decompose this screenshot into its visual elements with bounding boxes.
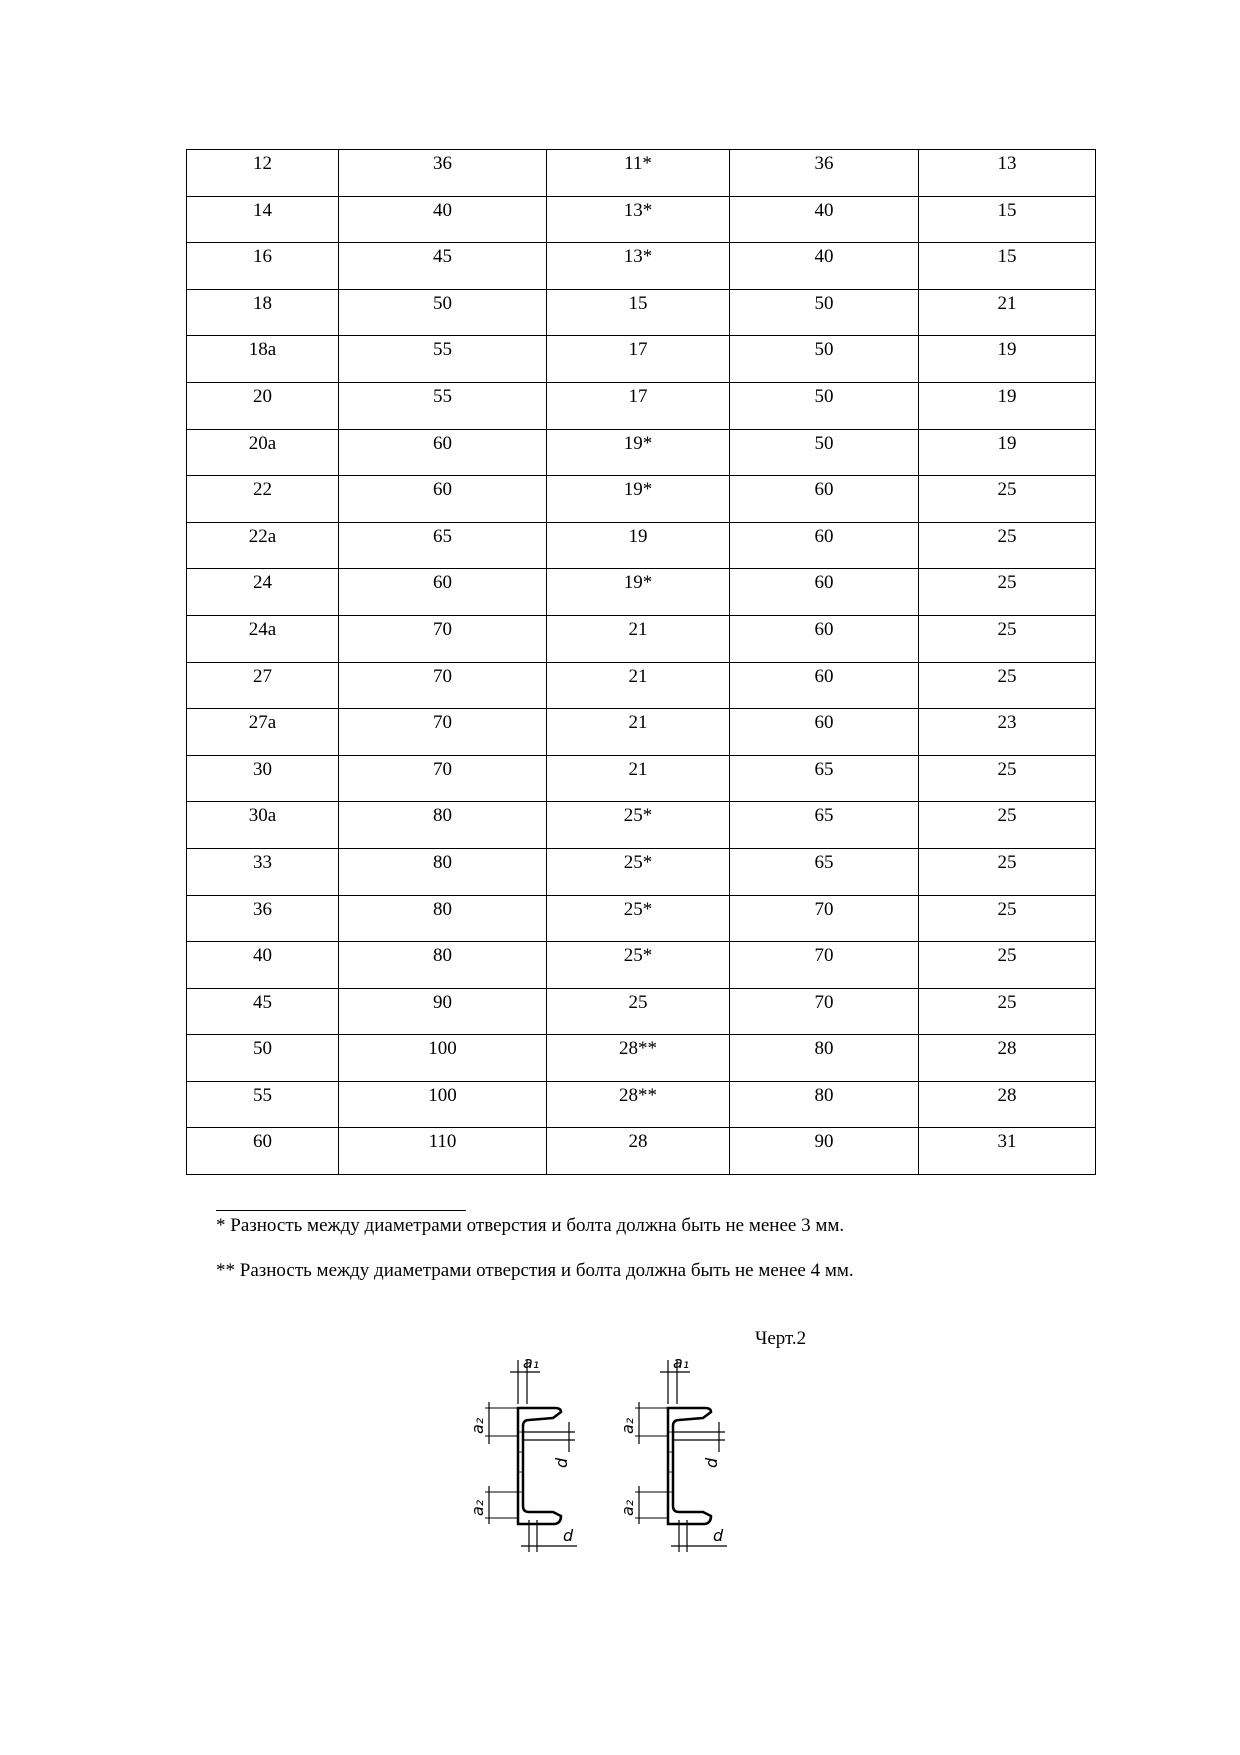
cell-value: 21	[628, 618, 648, 640]
table-cell	[730, 662, 919, 709]
table-cell	[339, 1128, 547, 1175]
table-row	[187, 1081, 1096, 1128]
cell-value: 13*	[623, 246, 653, 268]
cell-value: 65	[433, 525, 452, 547]
table-cell	[187, 196, 339, 243]
label-a1-right: a₁	[673, 1353, 690, 1372]
cell-value: 25	[997, 991, 1017, 1013]
table-row	[187, 662, 1096, 709]
cell-value: 25	[997, 898, 1017, 920]
table-cell	[339, 289, 547, 336]
table-cell	[547, 429, 730, 476]
cell-value: 15	[628, 292, 648, 314]
cell-value: 40	[814, 199, 834, 221]
footnote-separator	[216, 1210, 466, 1211]
cell-value: 80	[433, 945, 452, 967]
cell-value: 60	[433, 432, 452, 454]
table-row	[187, 988, 1096, 1035]
table-cell	[919, 150, 1096, 197]
table-row	[187, 1128, 1096, 1175]
table-cell	[919, 662, 1096, 709]
table-cell	[730, 243, 919, 290]
cell-value: 24а	[248, 618, 277, 640]
cell-value: 50	[433, 292, 452, 314]
table-cell	[547, 243, 730, 290]
cell-value: 65	[814, 805, 834, 827]
cell-value: 80	[814, 1038, 834, 1060]
table-row	[187, 895, 1096, 942]
table-cell	[730, 709, 919, 756]
cell-value: 30а	[248, 805, 277, 827]
cell-value: 21	[628, 758, 648, 780]
cell-value: 19*	[623, 572, 653, 594]
table-row	[187, 942, 1096, 989]
table-cell	[547, 615, 730, 662]
table-cell	[187, 289, 339, 336]
cell-value: 25*	[623, 945, 653, 967]
table-cell	[547, 1128, 730, 1175]
table-row	[187, 802, 1096, 849]
table-cell	[187, 709, 339, 756]
label-a2-left-top: a₂	[468, 1417, 487, 1434]
table-cell	[547, 150, 730, 197]
cell-value: 90	[814, 1131, 834, 1153]
table-cell	[187, 336, 339, 383]
table-row	[187, 755, 1096, 802]
cell-value: 24	[253, 572, 272, 594]
table-cell	[547, 476, 730, 523]
table-cell	[730, 755, 919, 802]
table-cell	[187, 1081, 339, 1128]
cell-value: 17	[628, 385, 648, 407]
cell-value: 25	[997, 945, 1017, 967]
table-cell	[730, 802, 919, 849]
table-row	[187, 196, 1096, 243]
table-row	[187, 848, 1096, 895]
table-cell	[730, 336, 919, 383]
cell-value: 50	[814, 385, 834, 407]
table-cell	[730, 569, 919, 616]
cell-value: 80	[433, 851, 452, 873]
cell-value: 45	[433, 246, 452, 268]
dimensions-table	[186, 149, 1096, 1175]
cell-value: 50	[814, 432, 834, 454]
table-cell	[547, 1081, 730, 1128]
table-cell	[339, 895, 547, 942]
cell-value: 19	[997, 385, 1017, 407]
table-cell	[547, 942, 730, 989]
table-cell	[187, 569, 339, 616]
table-cell	[730, 988, 919, 1035]
table-cell	[919, 709, 1096, 756]
cell-value: 60	[814, 525, 834, 547]
table-cell	[187, 662, 339, 709]
table-row	[187, 336, 1096, 383]
table-cell	[547, 569, 730, 616]
table-cell	[187, 802, 339, 849]
table-cell	[919, 1081, 1096, 1128]
cell-value: 36	[814, 153, 834, 174]
cell-value: 19	[997, 432, 1017, 454]
table-cell	[339, 802, 547, 849]
table-cell	[919, 336, 1096, 383]
table-cell	[547, 662, 730, 709]
table-cell	[919, 615, 1096, 662]
table-cell	[730, 522, 919, 569]
label-d-right-bottom: d	[713, 1526, 724, 1545]
table-cell	[339, 196, 547, 243]
table-cell	[919, 848, 1096, 895]
table-cell	[339, 336, 547, 383]
table-cell	[187, 1035, 339, 1082]
table-cell	[730, 942, 919, 989]
table-cell	[730, 196, 919, 243]
table-cell	[730, 1128, 919, 1175]
cell-value: 55	[433, 385, 452, 407]
cell-value: 28	[628, 1131, 648, 1153]
table-cell	[730, 895, 919, 942]
table-cell	[730, 382, 919, 429]
cell-value: 11*	[624, 153, 652, 174]
table-cell	[547, 196, 730, 243]
table-cell	[730, 429, 919, 476]
table-cell	[547, 988, 730, 1035]
table-cell	[919, 802, 1096, 849]
table-row	[187, 615, 1096, 662]
cell-value: 45	[253, 991, 272, 1013]
cell-value: 100	[428, 1084, 457, 1106]
table-cell	[919, 382, 1096, 429]
table-cell	[547, 289, 730, 336]
table-row	[187, 150, 1096, 197]
table-row	[187, 476, 1096, 523]
cell-value: 40	[433, 199, 452, 221]
table-cell	[187, 382, 339, 429]
cell-value: 50	[814, 339, 834, 361]
table-cell	[919, 196, 1096, 243]
cell-value: 50	[253, 1038, 272, 1060]
cell-value: 70	[433, 712, 452, 734]
table-cell	[547, 709, 730, 756]
table-cell	[339, 569, 547, 616]
cell-value: 20	[253, 385, 272, 407]
table-cell	[730, 289, 919, 336]
cell-value: 23	[997, 712, 1017, 734]
table-cell	[339, 942, 547, 989]
table-cell	[730, 476, 919, 523]
table-row	[187, 289, 1096, 336]
figure-caption: Черт.2	[755, 1328, 807, 1349]
table-cell	[187, 755, 339, 802]
label-a1-left: a₁	[523, 1353, 540, 1372]
cell-value: 25*	[623, 805, 653, 827]
cell-value: 70	[814, 991, 834, 1013]
table-cell	[919, 942, 1096, 989]
table-cell	[339, 429, 547, 476]
cell-value: 70	[433, 618, 452, 640]
table-cell	[339, 848, 547, 895]
table-cell	[187, 150, 339, 197]
cell-value: 25	[997, 665, 1017, 687]
cell-value: 70	[433, 758, 452, 780]
table-cell	[547, 1035, 730, 1082]
cell-value: 27	[253, 665, 272, 687]
table-row	[187, 709, 1096, 756]
table-row	[187, 243, 1096, 290]
table-row	[187, 1035, 1096, 1082]
channel-profile-right	[635, 1360, 727, 1552]
cell-value: 19*	[623, 432, 653, 454]
cell-value: 12	[253, 153, 272, 174]
table-cell	[339, 476, 547, 523]
cell-value: 60	[433, 479, 452, 501]
cell-value: 19*	[623, 479, 653, 501]
cell-value: 55	[433, 339, 452, 361]
cell-value: 70	[814, 898, 834, 920]
cell-value: 18а	[248, 339, 277, 361]
footnote-2: ** Разность между диаметрами отверстия и болта должна быть не менее 4 мм.	[216, 1260, 854, 1281]
table-cell	[187, 848, 339, 895]
table-cell	[339, 1035, 547, 1082]
cell-value: 25	[997, 618, 1017, 640]
table-cell	[187, 942, 339, 989]
cell-value: 36	[433, 153, 452, 174]
table-cell	[730, 1035, 919, 1082]
cell-value: 60	[814, 479, 834, 501]
label-a2-left-bottom: a₂	[468, 1499, 487, 1516]
cell-value: 80	[433, 805, 452, 827]
cell-value: 19	[628, 525, 648, 547]
cell-value: 60	[814, 618, 834, 640]
cell-value: 60	[253, 1131, 272, 1153]
cell-value: 22	[253, 479, 272, 501]
cell-value: 13	[997, 153, 1017, 174]
cell-value: 70	[433, 665, 452, 687]
table-cell	[547, 522, 730, 569]
table-cell	[919, 895, 1096, 942]
channel-profile-left	[485, 1360, 577, 1552]
label-a2-right-top: a₂	[618, 1417, 637, 1434]
cell-value: 15	[997, 199, 1017, 221]
cell-value: 25	[997, 851, 1017, 873]
cell-value: 40	[814, 246, 834, 268]
table-cell	[187, 988, 339, 1035]
table-row	[187, 522, 1096, 569]
table-cell	[919, 1035, 1096, 1082]
cell-value: 60	[814, 712, 834, 734]
table-cell	[547, 802, 730, 849]
cell-value: 15	[997, 246, 1017, 268]
cell-value: 80	[814, 1084, 834, 1106]
table-cell	[919, 755, 1096, 802]
table-cell	[730, 848, 919, 895]
cell-value: 16	[253, 246, 272, 268]
table-cell	[547, 895, 730, 942]
cell-value: 25*	[623, 898, 653, 920]
cell-value: 27а	[248, 712, 277, 734]
cell-value: 65	[814, 851, 834, 873]
cell-value: 25	[997, 758, 1017, 780]
table-cell	[547, 755, 730, 802]
footnote-1: * Разность между диаметрами отверстия и болта должна быть не менее 3 мм.	[216, 1215, 845, 1236]
table-cell	[339, 522, 547, 569]
cell-value: 25	[997, 479, 1017, 501]
cell-value: 33	[253, 851, 272, 873]
label-d-left-side: d	[552, 1457, 571, 1468]
table-cell	[547, 336, 730, 383]
table-cell	[730, 615, 919, 662]
cell-value: 25	[997, 525, 1017, 547]
table-cell	[919, 429, 1096, 476]
cell-value: 110	[428, 1131, 457, 1153]
cell-value: 90	[433, 991, 452, 1013]
cell-value: 55	[253, 1084, 272, 1106]
cell-value: 21	[997, 292, 1017, 314]
cell-value: 20а	[248, 432, 277, 454]
cell-value: 60	[814, 572, 834, 594]
cell-value: 13*	[623, 199, 653, 221]
cell-value: 28	[997, 1038, 1017, 1060]
cell-value: 25	[628, 991, 648, 1013]
cell-value: 25	[997, 805, 1017, 827]
table-cell	[547, 848, 730, 895]
cell-value: 60	[814, 665, 834, 687]
channel-bolt-hole-drawing	[455, 1352, 755, 1568]
table-cell	[339, 662, 547, 709]
cell-value: 36	[253, 898, 272, 920]
table-cell	[187, 243, 339, 290]
table-row	[187, 569, 1096, 616]
label-a2-right-bottom: a₂	[618, 1499, 637, 1516]
table-cell	[919, 988, 1096, 1035]
cell-value: 30	[253, 758, 272, 780]
table-body	[187, 150, 1096, 1175]
cell-value: 25*	[623, 851, 653, 873]
table-cell	[547, 382, 730, 429]
cell-value: 28**	[619, 1084, 657, 1106]
table-cell	[339, 150, 547, 197]
cell-value: 70	[814, 945, 834, 967]
cell-value: 21	[628, 665, 648, 687]
table-row	[187, 429, 1096, 476]
table-cell	[730, 150, 919, 197]
table-cell	[339, 988, 547, 1035]
table-cell	[919, 522, 1096, 569]
cell-value: 22а	[248, 525, 277, 547]
table-cell	[187, 615, 339, 662]
table-cell	[339, 755, 547, 802]
cell-value: 60	[433, 572, 452, 594]
cell-value: 19	[997, 339, 1017, 361]
table-cell	[187, 1128, 339, 1175]
table-cell	[187, 429, 339, 476]
cell-value: 80	[433, 898, 452, 920]
table-cell	[187, 476, 339, 523]
table-cell	[919, 243, 1096, 290]
table-cell	[730, 1081, 919, 1128]
cell-value: 21	[628, 712, 648, 734]
cell-value: 17	[628, 339, 648, 361]
cell-value: 65	[814, 758, 834, 780]
cell-value: 14	[253, 199, 272, 221]
table-cell	[919, 476, 1096, 523]
cell-value: 31	[997, 1131, 1017, 1153]
table-cell	[339, 615, 547, 662]
label-d-left-bottom: d	[563, 1526, 574, 1545]
table-cell	[919, 289, 1096, 336]
label-d-right-side: d	[702, 1457, 721, 1468]
table-cell	[919, 1128, 1096, 1175]
cell-value: 28**	[619, 1038, 657, 1060]
table-cell	[919, 569, 1096, 616]
cell-value: 28	[997, 1084, 1017, 1106]
table-cell	[187, 522, 339, 569]
cell-value: 25	[997, 572, 1017, 594]
table-row	[187, 382, 1096, 429]
cell-value: 100	[428, 1038, 457, 1060]
table-cell	[339, 243, 547, 290]
table-cell	[339, 382, 547, 429]
cell-value: 18	[253, 292, 272, 314]
cell-value: 40	[253, 945, 272, 967]
cell-value: 50	[814, 292, 834, 314]
table-cell	[187, 895, 339, 942]
table-cell	[339, 709, 547, 756]
table-cell	[339, 1081, 547, 1128]
